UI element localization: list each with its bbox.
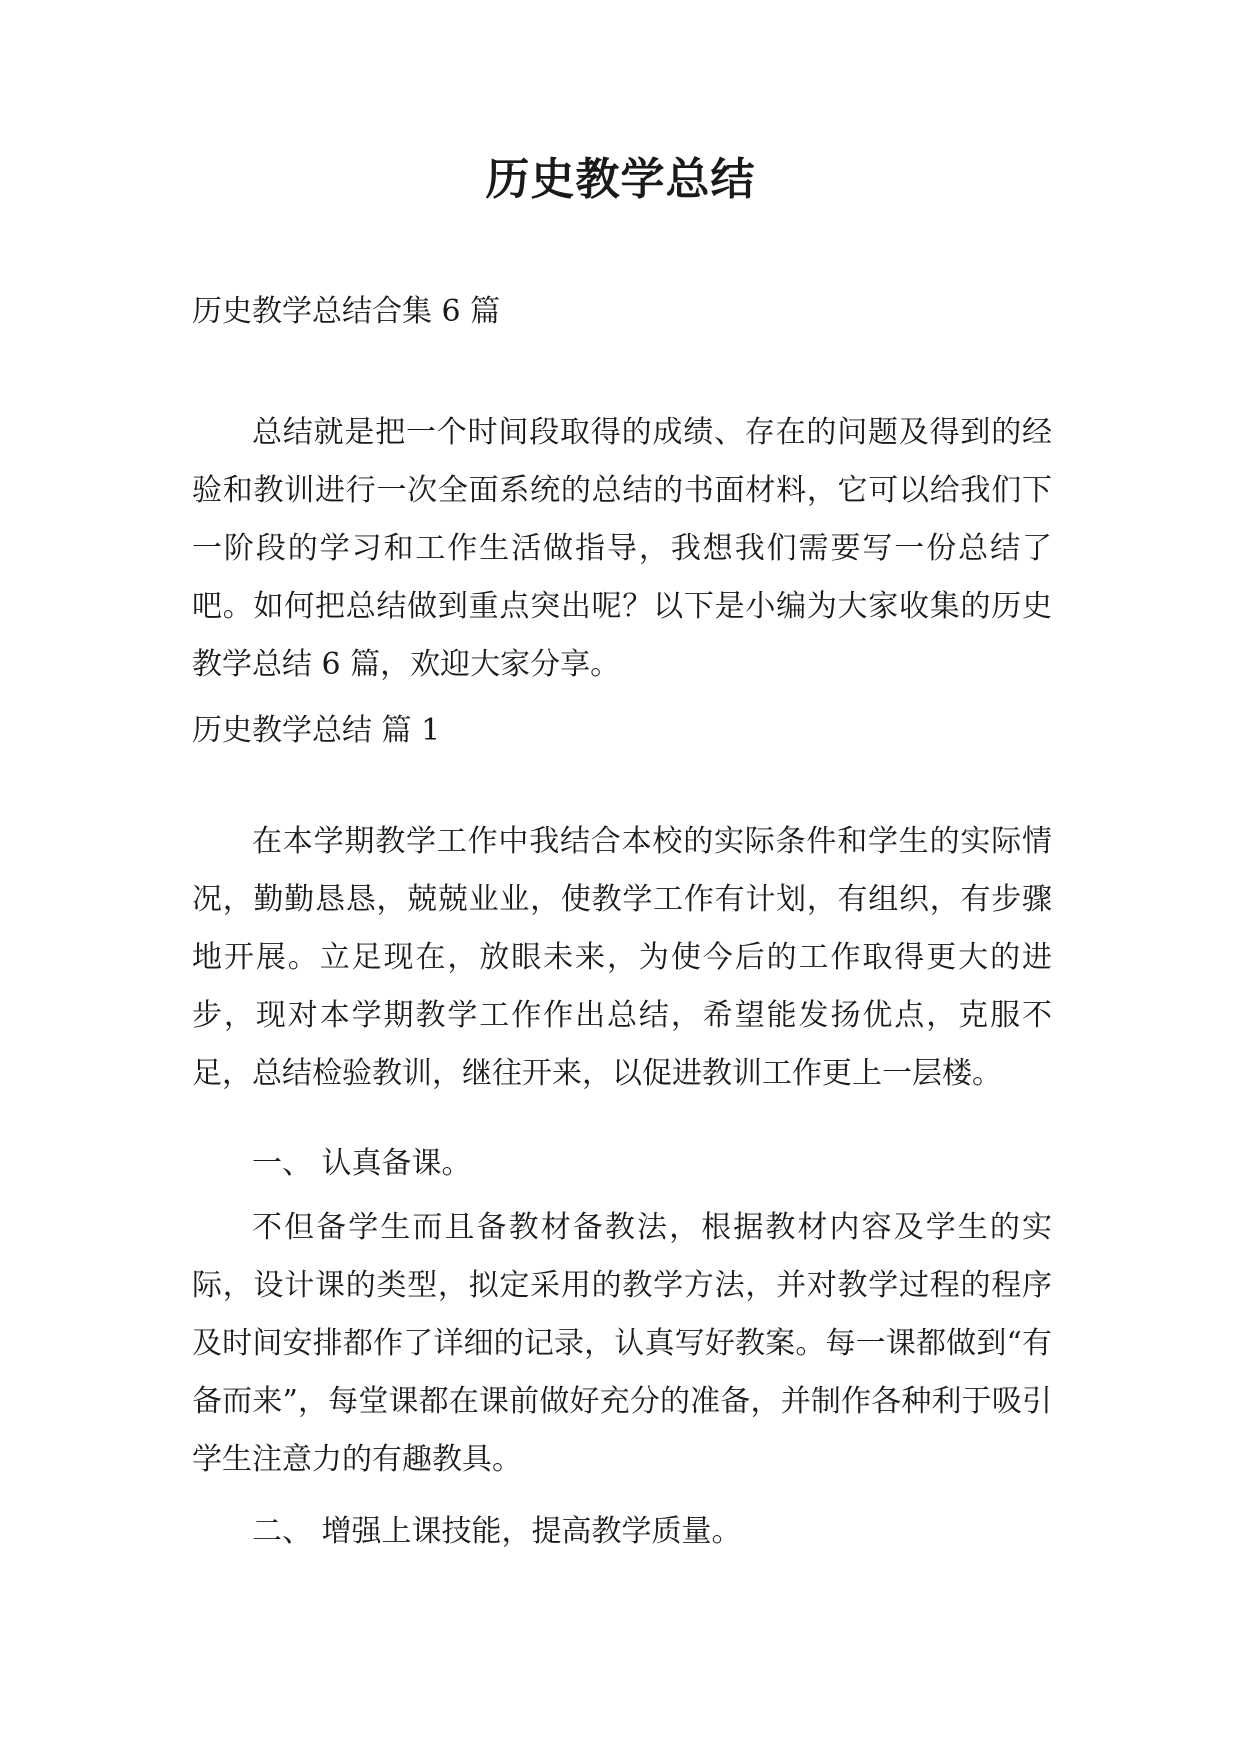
document-subtitle: 历史教学总结合集 6 篇	[192, 294, 501, 329]
list-item-1-paragraph: 不但备学生而且备教材备教法，根据教材内容及学生的实际，设计课的类型，拟定采用的教学方法，并对教学过程的程序及时间安排都作了详细的记录，认真写好教案。每一课都做到“有备而来”，每堂课都在课前做好充分的准备，并制作各种利于吸引学生注意力的有趣教具。	[192, 1210, 1052, 1477]
section-paragraph: 在本学期教学工作中我结合本校的实际条件和学生的实际情况，勤勤恳恳，兢兢业业，使教学工作有计划，有组织，有步骤地开展。立足现在，放眼未来，为使今后的工作取得更大的进步，现对本学期教学工作作出总结，希望能发扬优点，克服不足，总结检验教训，继往开来，以促进教训工作更上一层楼。	[192, 824, 1052, 1091]
intro-paragraph: 总结就是把一个时间段取得的成绩、存在的问题及得到的经验和教训进行一次全面系统的总结的书面材料，它可以给我们下一阶段的学习和工作生活做指导，我想我们需要写一份总结了吧。如何把总结做到重点突出呢？以下是小编为大家收集的历史教学总结 6 篇，欢迎大家分享。	[192, 415, 1052, 682]
list-item-1: 一、 认真备课。	[252, 1146, 472, 1181]
document-title: 历史教学总结	[485, 154, 756, 205]
section-heading: 历史教学总结 篇 1	[192, 713, 441, 748]
list-item-2: 二、 增强上课技能，提高教学质量。	[252, 1514, 742, 1549]
